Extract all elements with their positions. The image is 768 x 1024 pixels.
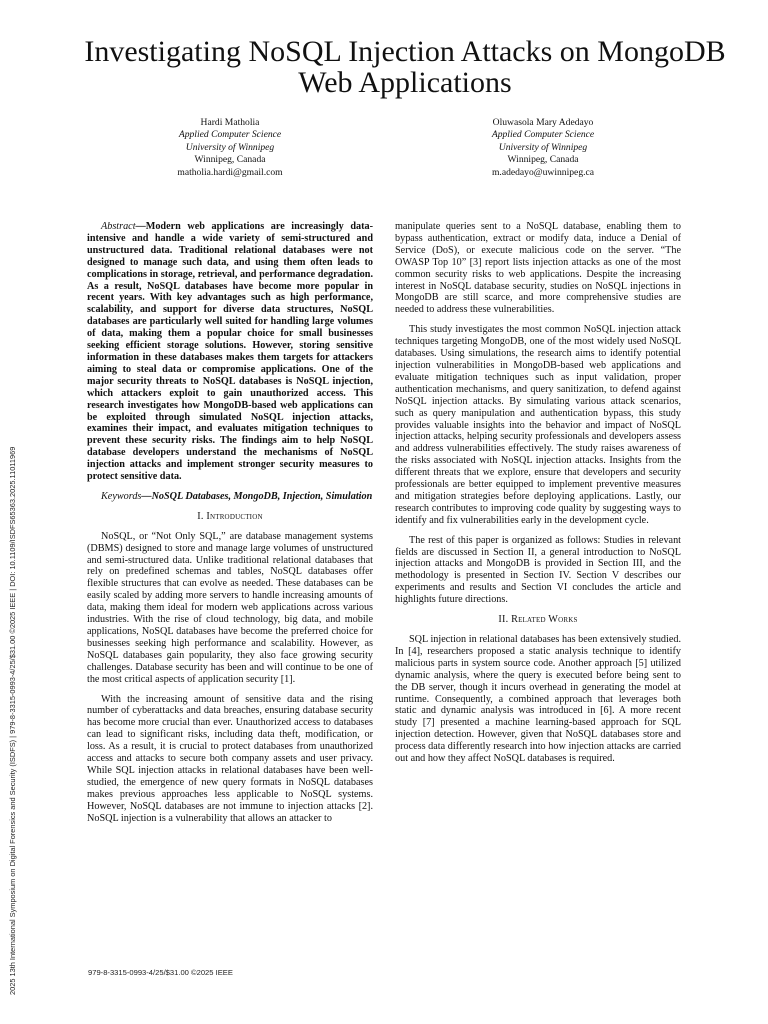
keywords-text: —NoSQL Databases, MongoDB, Injection, Simulation <box>141 490 373 502</box>
footer-copyright: 979-8-3315-0993-4/25/$31.00 ©2025 IEEE <box>88 968 233 977</box>
author-department: Applied Computer Science <box>491 129 595 141</box>
paper-title: Investigating NoSQL Injection Attacks on MongoDB Web Applications <box>84 35 726 99</box>
author-block-1 <box>110 117 350 179</box>
intro-paragraph-5: The rest of this paper is organized as follows: Studies in relevant fields are discussed in Section II, a general introduction to NoSQL injection attacks and MongoDB is provided in Section III, and the methodology is presented in Section IV. Section V describes our experiments and results and Section VI concludes the article and highlights future directions. <box>395 534 681 606</box>
author-block-2 <box>423 117 663 179</box>
intro-paragraph-4: This study investigates the most common NoSQL injection attack techniques targeting MongoDB, one of the most widely used NoSQL databases. Using simulations, the research aims to identify potential injection vulnerabilities in MongoDB-based web applications and evaluate mitigation techniques such as input validation, proper authentication mechanisms, and query sanitization, to defend against NoSQL injection attacks. By simulating various attack scenarios, such as query manipulation and authentication bypass, this study provides valuable insights into the behavior and impact of NoSQL injection attacks, helping security professionals and developers assess and address vulnerabilities effectively. The study raises awareness of the risks associated with NoSQL injection attacks. Insights from the different threats that we explore, ensure that developers and security professionals are better equipped to implement preventive measures and mitigation strategies before deploying applications. Lastly, our research contributes to improving code quality by suggesting ways to identify and fix vulnerabilities early in the development cycle. <box>395 324 681 526</box>
author-email: m.adedayo@uwinnipeg.ca <box>491 166 595 178</box>
abstract <box>87 221 373 483</box>
related-works-paragraph-1: SQL injection in relational databases has been extensively studied. In [4], researchers proposed a static analysis technique to identify malicious parts in system source code. Another approach [5] utilized dynamic analysis, where the query is executed before being sent to the DB server, though it incurs overhead in generating the model at runtime. Consequently, a combined approach that leverages both static and dynamic analysis was introduced in [6]. A more recent study [7] presented a machine learning-based approach for SQL injection detection. However, given that NoSQL databases store and process data differently research into how injection attacks are carried out and how they affect NoSQL databases is required. <box>395 634 681 765</box>
abstract-label: Abstract <box>101 221 136 232</box>
intro-paragraph-2: With the increasing amount of sensitive data and the rising number of cyberattacks and data breaches, ensuring database security has become more crucial than ever. Unauthorized access to databases can lead to significant risks, including data theft, modification, or loss. As a result, it is crucial to protect databases from unauthorized access and attacks to secure both company assets and user privacy. While SQL injection attacks in relational databases have been well-studied, the emergence of new query formats in NoSQL databases makes previous approaches less applicable to NoSQL systems. However, NoSQL databases are not immune to injection attacks [2]. NoSQL injection is a vulnerability that allows an attacker to <box>87 693 373 824</box>
author-university: University of Winnipeg <box>498 141 588 153</box>
keywords-label: Keywords <box>101 490 142 502</box>
author-name: Oluwasola Mary Adedayo <box>492 117 594 128</box>
intro-paragraph-1: NoSQL, or “Not Only SQL,” are database management systems (DBMS) designed to store and manage large volumes of unstructured and semi-structured data. Unlike traditional relational databases that rely on predefined schemas and tables, NoSQL databases offer flexible structures that can evolve as needed. These databases can be easily scaled by adding more servers to handle increasing amounts of data, making them ideal for modern web applications across various industries. With the rise of cloud technology, big data, and mobile applications, NoSQL databases have become the preferred choice for businesses seeking high performance and scalability. However, as NoSQL databases gain popularity, they also face growing security challenges. Database security has been and will continue to be one of the most critical aspects of application security [1]. <box>87 530 373 685</box>
author-city: Winnipeg, Canada <box>507 154 579 166</box>
section-heading-related-works: II. Related Works <box>498 614 578 626</box>
author-name: Hardi Matholia <box>200 117 260 128</box>
author-city: Winnipeg, Canada <box>194 154 266 166</box>
left-column <box>87 221 373 833</box>
abstract-text: —Modern web applications are increasingly data-intensive and handle a wide variety of semi-structured and unstructured data. Traditional relational databases were not designed to manage such data, and using them often leads to complications in storage, retrieval, and performance degradation. As a result, NoSQL databases have become more popular in recent years. With key advantages such as high performance, scalability, and support for diverse data structures, NoSQL databases are particularly well suited for handling large volumes of data, making them a popular choice for small businesses seeking efficient storage solutions. However, storing sensitive information in these databases makes them targets for attackers aiming to steal data or compromise applications. One of the major security threats to NoSQL databases is NoSQL injection, which attackers exploit to gain unauthorized access. This research investigates how MongoDB-based web applications can be exploited through simulated NoSQL injection attacks, examines their impact, and evaluates mitigation techniques to prevent these security risks. The findings aim to help NoSQL database developers understand the mechanisms of NoSQL injection attacks and implement stronger security measures to protect sensitive data. <box>87 221 373 483</box>
keywords <box>87 491 373 503</box>
right-column <box>395 221 681 773</box>
author-university: University of Winnipeg <box>185 141 275 153</box>
side-doi-stamp: 2025 13th International Symposium on Digital Forensics and Security (ISDFS) | 979-8-3315-0993-4/25/$31.00 ©2025 IEEE | DOI: 10.1109/ISDFS65363.2025.11011969 <box>8 446 17 995</box>
intro-paragraph-3: manipulate queries sent to a NoSQL database, enabling them to bypass authentication, extract or modify data, induce a Denial of Service (DoS), or execute malicious code on the server. “The OWASP Top 10” [3] report lists injection attacks as one of the most common security risks to web applications. Despite the increasing interest in NoSQL database security, studies on NoSQL injections in MongoDB are still scarce, and more comprehensive studies are needed to address these vulnerabilities. <box>395 221 681 316</box>
author-email: matholia.hardi@gmail.com <box>177 166 283 178</box>
author-department: Applied Computer Science <box>178 129 282 141</box>
section-heading-introduction: I. Introduction <box>197 510 263 522</box>
